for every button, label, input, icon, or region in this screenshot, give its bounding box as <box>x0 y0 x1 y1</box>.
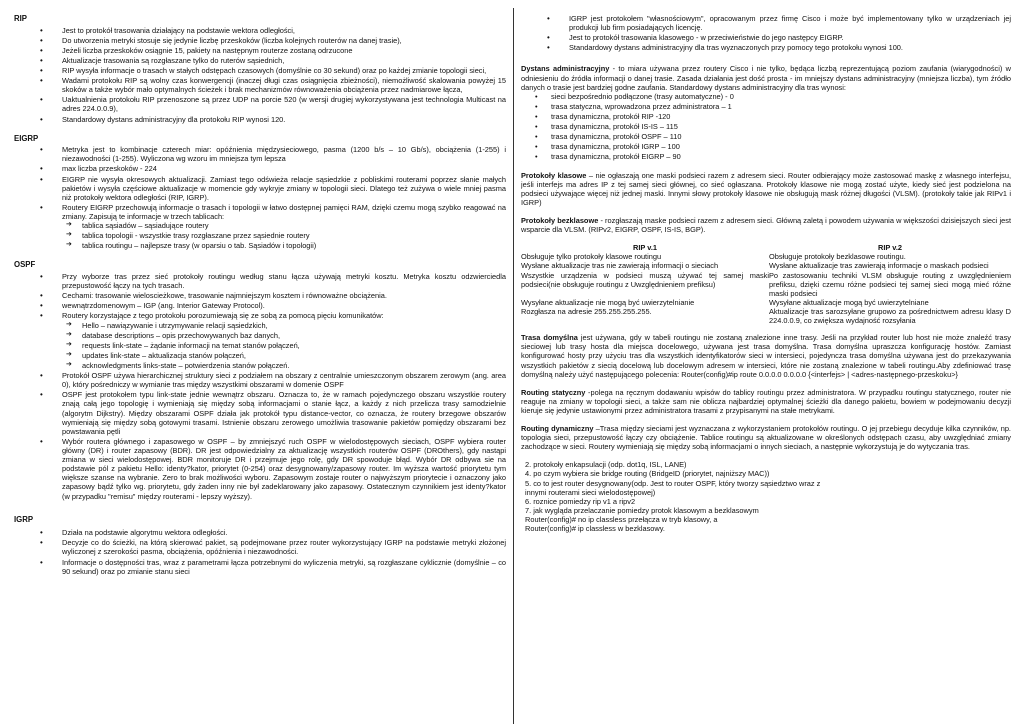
comparison-cell: Wysłane aktualizacje tras zawierają informacje o maskach podsieci <box>769 261 989 271</box>
arrow-item: ➔ tablica routingu – najlepsze trasy (w oparsiu o tab. Sąsiadów i topologii) <box>62 241 506 250</box>
section-igrp <box>14 515 506 576</box>
list-item <box>14 311 506 370</box>
arrow-item: ➔ Hello – nawiązywanie i utrzymywanie relacji sąsiedzkich, <box>62 321 506 330</box>
classless-paragraph <box>521 216 1011 234</box>
list-item: • Protokół OSPF używa hierarchicznej struktury sieci z podziałem na obszary z centralnie umieszczonym obszarem zerowym (ang. area 0), który pośredniczy w wymianie tras między wszystkimi obszarami w domenie OSPF <box>14 371 506 389</box>
administrative-distance-paragraph <box>521 64 1011 91</box>
left-column <box>14 14 506 724</box>
comparison-cell: Obsługuje tylko protokoły klasowe routingu <box>521 252 662 262</box>
list-item: • wewnątrzdomenowym – IGP (ang. Interior Gateway Protocol). <box>14 301 506 310</box>
dynamic-routing-text: –Trasa między sieciami jest wyznaczana z wykorzystaniem protokołów routingu. O jej przebiegu decyduje kilka czynników, np. topologia sieci, przepustowość łączy czy obciążenie. Tablice routingu są aktualizowane w określonych odstępach czasu, aby uwzględniać zmiany zachodzące w sieci. Routery wymieniają się między sobą informacjami o innych sieciach, a następnie wykorzystują je do wytyczania tras. <box>521 424 1011 452</box>
question-line: innymi routerami sieci wielodostępowej) <box>525 487 656 497</box>
list-item: • trasa dynamiczna, protokół IS-IS – 115 <box>521 122 1011 131</box>
question-line: 4. po czym wybiera sie bridge routing (BridgeID (priorytet, najniższy MAC)) <box>525 469 770 479</box>
question-line: 5. co to jest router desygnowany(odp. Jest to router OSPF, który tworzy sąsiedztwo wraz z <box>525 478 821 488</box>
list-item: • Jest to protokół trasowania działający na podstawie wektora odległości, <box>14 26 506 35</box>
list-item: • trasa statyczna, wprowadzona przez administratora – 1 <box>521 102 1011 111</box>
comparison-cell: Aktualizacje tras sarozsyłane grupowo za pośrednictwem adresu klasy D 224.0.0.9, co zwiększa wydajność rozsyłania <box>769 306 1011 326</box>
classful-text: – nie ogłaszają one maski podsieci razem z adresem sieci. Router odbierający może zastosować maskę z własnego interfejsu, jeśli interfejs ma adres IP z tej samej sieci głównej, co sieć ogłaszana. Protokoły klasowe nie mogą zostać użyte, kiedy sieć jest podzielona na podsieci używające więcej niż jednej maski. Innymi słowy protokoły klasowe nie obsługują mask różnej długości (VLSM). (protokoły takie jak RIPv1 i IGRP) <box>521 170 1011 207</box>
section-rip <box>14 14 506 124</box>
list-item: • Uaktualnienia protokołu RIP przenoszone są przez UDP na porcie 520 (w wersji drugiej wykorzystywana jest technologia Multicast na adres 224.0.0.9), <box>14 95 506 113</box>
section-eigrp <box>14 134 506 251</box>
question-line: 6. roznice pomiedzy rip v1 a ripv2 <box>525 496 636 506</box>
static-routing-text: -polega na ręcznym dodawaniu wpisów do tablicy routingu przez administratora. W przypadku routingu statycznego, router nie reaguje na zmiany w topologii sieci, a także sam nie oblicza najbardziej optymalnej ścieżki dla danego pakietu, bowiem w podejmowaniu decyzji kieruje się jedynie ustawionymi przez administratora trasami z przypisanymi na stałe metrykami. <box>521 387 1011 415</box>
list-item <box>14 203 506 251</box>
arrow-item: ➔ database descriptions – opis przechowywanych baz danych, <box>62 331 506 340</box>
eigrp-list <box>14 145 506 250</box>
right-column <box>521 14 1011 724</box>
term-default-route: Trasa domyślna <box>521 333 578 343</box>
igrp-continued-list <box>521 14 1011 52</box>
arrow-item: ➔ tablica topologii - wszystkie trasy rozgłaszane przez sąsiednie routery <box>62 231 506 240</box>
term-static-routing: Routing statyczny <box>521 387 586 397</box>
classful-paragraph <box>521 171 1011 207</box>
list-item: • IGRP jest protokołem "własnościowym", opracowanym przez firmę Cisco i może być implementowany tylko w urządzeniach jej produkcji lub firm posiadających licencję. <box>521 14 1011 32</box>
list-item: • Działa na podstawie algorytmu wektora odległości. <box>14 528 506 537</box>
list-item: • Wadami protokołu RIP są wolny czas konwergencji (inaczej długi czas osiągnięcia zbieżności), niemożliwość skalowania powyżej 15 skoków a także wybór mało optymalnych ścieżek i brak mechanizmów równoważenia obciążenia przez nadmiarowe łącza, <box>14 76 506 94</box>
list-item: • sieci bezpośrednio podłączone (trasy automatyczne) - 0 <box>521 92 1011 101</box>
list-item: • trasa dynamiczna, protokół RIP -120 <box>521 112 1011 121</box>
question-line: Router(config)# ip classless w bezklasowy. <box>525 524 665 534</box>
questions-list <box>525 460 1011 533</box>
comparison-cell: Wysyłane aktualizacje mogą być uwierzytelniane <box>769 297 929 307</box>
section-heading-eigrp: EIGRP <box>14 133 39 143</box>
list-item-text: Routery EIGRP przechowują informacje o trasach i topologii w łatwo dostępnej pamięci RAM, dzięki czemu mogą szybko reagować na zmiany. Zapisują te informacje w trzech tablicach: <box>62 202 506 222</box>
list-item: • Standardowy dystans administracyjny dla tras wyznaczonych przy pomocy tego protokołu wynosi 100. <box>521 43 1011 52</box>
administrative-distance-list <box>521 92 1011 162</box>
section-heading-igrp: IGRP <box>14 514 34 524</box>
default-route-paragraph <box>521 333 1011 379</box>
rip-comparison-table <box>521 243 1011 325</box>
list-item: • Jest to protokół trasowania klasowego - w przeciwieństwie do jego następcy EIGRP. <box>521 33 1011 42</box>
eigrp-tables-list <box>62 221 506 250</box>
default-route-text: jest używana, gdy w tabeli routingu nie zostaną znalezione inne trasy. Jeśli na przykład router lub host nie może znaleźć trasy sieciowej lub trasy hosta dla miejsca docelowego, używana jest trasa domyślna. Trasa domyślna upraszcza konfigurację hostów. Zamiast konfigurować hosty przy użyciu tras dla wszystkich identyfikatorów sieci w intersieci, pojedyncza trasa domyślna używana jest do przekazywania wszystkich pakietów z siecią docelową lub docelowym adresem w intersieci, które nie zostaną znalezione w tabeli routingu.Aby zdefiniować trasę domyślną należy użyć następującego polecenia: Router(config)#ip route 0.0.0.0 0.0.0.0 {<interfejs> | <adres-następnego-przeskoku>} <box>521 333 1011 379</box>
list-item: • EIGRP nie wysyła okresowych aktualizacji. Zamiast tego odświeża relacje sąsiedzkie z pobliskimi routerami poprzez słanie małych pakietów i wysyła częściowe aktualizacje w momencie gdy wykryje zmiany w topologii sieci. Dlatego też zużywa o wiele mniej pasma niż protokoły wektora odległości (RIP, IGRP). <box>14 175 506 202</box>
list-item: • max liczba przeskoków - 224 <box>14 164 506 173</box>
term-dynamic-routing: Routing dynamiczny <box>521 424 594 434</box>
igrp-list <box>14 528 506 576</box>
list-item: • Standardowy dystans administracyjny dla protokołu RIP wynosi 120. <box>14 115 506 124</box>
list-item: • Aktualizacje trasowania są rozgłaszane tylko do ruterów sąsiednich, <box>14 56 506 65</box>
ospf-messages-list <box>62 321 506 371</box>
term-classless: Protokoły bezklasowe <box>521 215 599 225</box>
list-item: • Informacje o dostępności tras, wraz z parametrami łącza potrzebnymi do wyliczenia metryki, są rozgłaszane cyklicznie (domyślnie – co 90 sekund) oraz po zmianie stanu sieci <box>14 558 506 576</box>
comparison-header-ripv2: RIP v.2 <box>878 243 902 253</box>
section-heading-rip: RIP <box>14 14 27 23</box>
static-routing-paragraph <box>521 388 1011 415</box>
question-line: 2. protokoły enkapsulacji (odp. dot1q, ISL, LANE) <box>525 460 687 470</box>
comparison-cell: Wszystkie urządzenia w podsieci muszą używać tej samej maski podsieci(nie obsługuje routingu z Uwzględnieniem prefiksu) <box>521 270 769 289</box>
comparison-cell: Rozgłasza na adresie 255.255.255.255. <box>521 306 652 316</box>
list-item: • Przy wyborze tras przez sieć protokoły routingu według stanu łącza używają metryki kosztu. Metryka kosztu odzwierciedla przepustowość łączy na tych trasach. <box>14 272 506 290</box>
list-item-text: Routery korzystające z tego protokołu porozumiewają się ze sobą za pomocą pięciu komunikatów: <box>62 311 384 321</box>
arrow-item: ➔ tablica sąsiadów – sąsiadujące routery <box>62 221 506 230</box>
list-item: • Do utworzenia metryki stosuje się jedynie liczbę przeskoków (liczba kolejnych routerów na danej trasie), <box>14 36 506 45</box>
list-item: • Jeżeli liczba przeskoków osiągnie 15, pakiety na następnym routerze zostaną odrzucone <box>14 46 506 55</box>
administrative-distance-text: - to miara używana przez routery Cisco i nie tylko, będąca liczbą reprezentującą poziom zaufania (wiarygodności) w odniesieniu do źródła informacji o danej trasie. Zasada działania jest dość prosta - im mniejszy dystans administracyjny (mniejsza liczba), tym źródło danych o trasie jest bardziej godne zaufania. Standardowy dystans administracyjny dla tras wynosi: <box>521 64 1011 92</box>
ospf-list <box>14 272 506 501</box>
question-line: Router(config)# no ip classless przełącza w tryb klasowy, a <box>525 515 718 525</box>
list-item: • Metryka jest to kombinacje czterech miar: opóźnienia międzysieciowego, pasma (1200 b/s – 10 Gb/s), obciążenia (1-255) i niezawodności (1-255). Wyliczona wg wzoru im mniejsza tym lepsza <box>14 145 506 163</box>
arrow-item: ➔ updates link-state – aktualizacja stanów połączeń, <box>62 351 506 360</box>
section-ospf <box>14 260 506 500</box>
administrative-distance-section <box>521 64 1011 161</box>
comparison-cell: Wysyłane aktualizacje nie mogą być uwierzytelnianie <box>521 297 695 307</box>
comparison-cell: Wysłane aktualizacje tras nie zawierają informacji o sieciach <box>521 261 719 271</box>
term-administrative-distance: Dystans administracyjny <box>521 64 610 74</box>
list-item: • trasa dynamiczna, protokół IGRP – 100 <box>521 142 1011 151</box>
list-item: • OSPF jest protokołem typu link-state jednie wewnątrz obszaru. Oznacza to, że w ramach pojedynczego obszaru wszystkie routery znają całą jego topologię i wymieniają się między sobą informacjami o stanie łącz, a każdy z nich przelicza trasy samodzielnie (algorytm Dijkstry). Między obszarami OSPF działa jak protokół typu distance-vector, co oznacza, że routery brzegowe obszarów wymieniają się między sobą gotowymi trasami. Istnienie obszaru zerowego umożliwia trasowanie pakietów pomiędzy obszarami bez powstawania pętli <box>14 390 506 436</box>
list-item: • Cechami: trasowanie wieloscieżkowe, trasowanie najmniejszym kosztem i równoważne obciążenia. <box>14 291 506 300</box>
list-item: • Wybór routera głównego i zapasowego w OSPF – by zmniejszyć ruch OSPF w wielodostępowych sieciach, OSPF wybiera router główny (DR) i router zapasowy (BDR). DR jest odpowiedzialny za aktualizację wszystkich routerów OSPF (DROthers), gdy nastąpi zmiana w sieci wielodostępowej. BDR monitoruje DR i przejmuje jego rolę, gdy DR spowoduje błąd. Wybór DR odbywa sie na podstawie pól z pakietu Hello: identy?kator, priorytet (0-254) oraz desygnowany/zapasowy router. Im wyższa wartość priorytetu tym większe szanse na wybranie. Zero to brak możliwości wyboru. Zapasowym zostaje router o najwyższym priorytecie i oznaczony jako zapasowy bądź tylko wg. priorytetu, gdy żaden inny nie był zadeklarowany jako zapasowy. Ostatecznym czynnikiem jest identy?kator (w przypadku "remisu" między routerami - lepszy wyższy). <box>14 437 506 501</box>
list-item: • trasa dynamiczna, protokół OSPF – 110 <box>521 132 1011 141</box>
dynamic-routing-paragraph <box>521 424 1011 451</box>
arrow-item: ➔ acknowledgments links-state – potwierdzenia stanów połączeń. <box>62 361 506 370</box>
classless-text: - rozgłaszają maske podsieci razem z adresem sieci. Główną zaletą i powodem używania w większości dzisiejszych sieci jest wsparcie dla VLSM. (RIPv2, EIGRP, OSPF, IS-IS, BGP). <box>521 215 1011 235</box>
list-item: • trasa dynamiczna, protokół EIGRP – 90 <box>521 152 1011 161</box>
list-item: • Decyzje co do ścieżki, na którą skierować pakiet, są podejmowane przez router wykorzystujący IGRP na podstawie metryki złożonej wyliczonej z szerokości pasma, obciążenia, opóźnienia i niezawodności. <box>14 538 506 556</box>
comparison-header-ripv1: RIP v.1 <box>633 243 657 253</box>
list-item: • RIP wysyła informacje o trasach w stałych odstępach czasowych (domyślnie co 30 sekund) oraz po każdej zmianie topologii sieci, <box>14 66 506 75</box>
column-divider <box>513 8 514 724</box>
question-line: 7. jak wygląda przelaczanie pomiedzy protok klasowym a bezklasowym <box>525 505 759 515</box>
arrow-item: ➔ requests link-state – żądanie informacji na temat stanów połączeń, <box>62 341 506 350</box>
term-classful: Protokoły klasowe <box>521 170 587 180</box>
section-heading-ospf: OSPF <box>14 260 36 270</box>
rip-list <box>14 26 506 124</box>
comparison-cell: Po zastosowaniu techniki VLSM obsługuje routing z uwzględnieniem prefiksu, dzięki czemu różne podsieci tej samej sieci mogą mieć różne maski podsieci <box>769 270 1011 298</box>
comparison-cell: Obsługuje protokoły bezklasowe routingu. <box>769 252 906 262</box>
